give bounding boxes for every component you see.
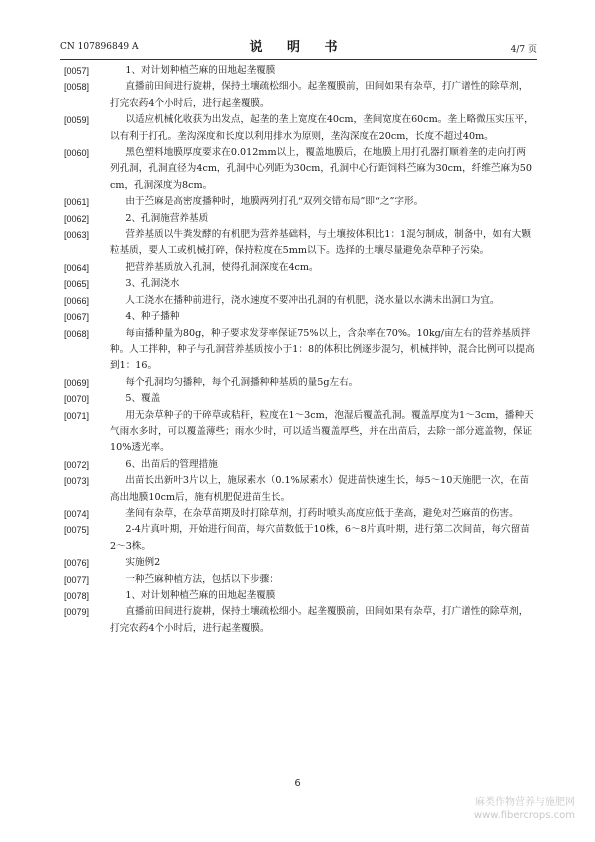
paragraph-number: [0077] bbox=[64, 574, 90, 585]
watermark-site-name: 麻类作物营养与施肥网 bbox=[475, 797, 575, 808]
paragraph-number: [0079] bbox=[64, 607, 90, 618]
paragraph bbox=[64, 260, 535, 276]
paragraph-text: 4、种子播种 bbox=[125, 311, 180, 323]
paragraph bbox=[64, 604, 535, 637]
paragraph-text: 2-4片真叶期，开始进行间苗，每穴苗数低于10株，6～8片真叶期，进行第二次间苗，每穴留苗2～3株。 bbox=[110, 524, 530, 552]
paragraph bbox=[64, 473, 535, 506]
paragraph-number: [0076] bbox=[64, 558, 90, 569]
paragraph-number: [0061] bbox=[64, 197, 90, 208]
paragraph bbox=[64, 506, 535, 522]
paragraph bbox=[64, 408, 535, 457]
paragraph bbox=[64, 211, 535, 227]
paragraph-text: 2、孔洞施营养基质 bbox=[125, 212, 209, 224]
paragraph bbox=[64, 572, 535, 588]
document-body bbox=[64, 63, 535, 637]
page-number: 6 bbox=[294, 778, 301, 789]
paragraph bbox=[64, 293, 535, 309]
watermark-url: www.fibercrops.com bbox=[473, 810, 575, 821]
paragraph bbox=[64, 588, 535, 604]
paragraph-text: 直播前田间进行旋耕，保持土壤疏松细小。起垄覆膜前，田间如果有杂草，打广谱性的除草剂，打完农药4个小时后，进行起垄覆膜。 bbox=[110, 606, 529, 634]
paragraph-text: 把营养基质放入孔洞，使得孔洞深度在4cm。 bbox=[125, 261, 319, 273]
paragraph-number: [0067] bbox=[64, 312, 90, 323]
patent-number: CN 107896849 A bbox=[60, 42, 139, 52]
paragraph-text: 直播前田间进行旋耕，保持土壤疏松细小。起垄覆膜前，田间如果有杂草，打广谱性的除草剂，打完农药4个小时后，进行起垄覆膜。 bbox=[110, 81, 529, 109]
paragraph-number: [0066] bbox=[64, 295, 90, 306]
paragraph-text: 3、孔洞浇水 bbox=[125, 278, 180, 290]
paragraph-text: 每个孔洞均匀播种，每个孔洞播种种基质的量5g左右。 bbox=[125, 376, 359, 388]
paragraph-text: 6、出苗后的管理措施 bbox=[125, 458, 218, 470]
paragraph bbox=[64, 63, 535, 79]
paragraph bbox=[64, 555, 535, 571]
paragraph bbox=[64, 326, 535, 375]
paragraph-number: [0073] bbox=[64, 476, 90, 487]
paragraph-text: 实施例2 bbox=[125, 557, 161, 569]
paragraph-text: 出苗长出新叶3片以上，施尿素水（0.1%尿素水）促进苗快速生长，每5～10天施肥一次，在苗高出地膜10cm后，施有机肥促进苗生长。 bbox=[110, 475, 530, 503]
paragraph-text: 5、覆盖 bbox=[125, 393, 161, 405]
paragraph-number: [0060] bbox=[64, 148, 90, 159]
paragraph bbox=[64, 375, 535, 391]
page-fraction: 4/7 页 bbox=[510, 45, 537, 55]
paragraph bbox=[64, 227, 535, 260]
paragraph-text: 1、对计划种植苎麻的田地起垄覆膜 bbox=[125, 65, 276, 76]
paragraph bbox=[64, 112, 535, 145]
paragraph-number: [0070] bbox=[64, 394, 90, 405]
paragraph-text: 以适应机械化收获为出发点，起垄的垄上宽度在40cm，垄间宽度在60cm。垄上略微压实压平，以有利于打孔。垄沟深度和长度以利用排水为原则，垄沟深度在20cm，长度不超过40m。 bbox=[110, 114, 534, 142]
paragraph-number: [0074] bbox=[64, 508, 90, 519]
paragraph-number: [0063] bbox=[64, 230, 90, 241]
paragraph-text: 垄间有杂草，在杂草苗期及时打除草剂，打药时喷头高度应低于垄高，避免对苎麻苗的伤害。 bbox=[125, 507, 519, 519]
paragraph-number: [0065] bbox=[64, 279, 90, 290]
paragraph-number: [0057] bbox=[64, 66, 90, 76]
paragraph-number: [0062] bbox=[64, 213, 90, 224]
paragraph-text: 由于苎麻是高密度播种时，地膜两列打孔“双列交错布局”即“之”字形。 bbox=[125, 196, 424, 208]
paragraph-number: [0075] bbox=[64, 525, 90, 536]
paragraph bbox=[64, 145, 535, 194]
paragraph-text: 每亩播种量为80g，种子要求发芽率保证75%以上，含杂率在70%。10kg/亩左右的营养基质拌种。人工拌种，种子与孔洞营养基质按小于1：8的体积比例逐步混匀，机械拌钟，混合比例可以提高到1：16。 bbox=[110, 327, 535, 372]
paragraph-number: [0071] bbox=[64, 410, 90, 421]
paragraph-text: 营养基质以牛粪发酵的有机肥为营养基础料，与土壤按体积比1：1混匀制成，制备中，如有大颗粒基质，要人工或机械打碎，保持粒度在5mm以下。选择的土壤尽量避免杂草种子污染。 bbox=[110, 229, 531, 257]
paragraph-text: 一种苎麻种植方法，包括以下步骤： bbox=[125, 573, 279, 585]
paragraph bbox=[64, 522, 535, 555]
paragraph bbox=[64, 391, 535, 407]
paragraph-number: [0064] bbox=[64, 262, 90, 273]
paragraph bbox=[64, 309, 535, 325]
page-header bbox=[60, 36, 537, 56]
paragraph bbox=[64, 79, 535, 112]
paragraph bbox=[64, 276, 535, 292]
paragraph-text: 黑色塑料地膜厚度要求在0.012mm以上，覆盖地膜后，在地膜上用打孔器打顺着垄的走向打两列孔洞，孔洞直径为4cm，孔洞中心列距为30cm，孔洞中心行距饲料苎麻为30cm，纤维苎麻为50cm，孔洞深度为8cm。 bbox=[110, 147, 532, 191]
paragraph-number: [0069] bbox=[64, 377, 90, 388]
watermark bbox=[474, 796, 575, 822]
paragraph-number: [0072] bbox=[64, 459, 90, 470]
paragraph-number: [0078] bbox=[64, 591, 90, 601]
paragraph bbox=[64, 457, 535, 473]
paragraph-text: 1、对计划种植苎麻的田地起垄覆膜 bbox=[125, 590, 276, 601]
paragraph-number: [0059] bbox=[64, 115, 90, 126]
paragraph-number: [0068] bbox=[64, 328, 90, 339]
header-divider bbox=[60, 59, 537, 60]
paragraph-text: 人工浇水在播种前进行，浇水速度不要冲出孔洞的有机肥，浇水量以水满未出洞口为宜。 bbox=[125, 294, 500, 306]
paragraph-text: 用无杂草种子的干碎草或秸秆，粒度在1～3cm，泡湿后覆盖孔洞。覆盖厚度为1～3cm，播种天气雨水多时，可以覆盖薄些；雨水少时，可以适当覆盖厚些，并在出苗后，去除一部分遮盖物，保证10%透光率。 bbox=[110, 409, 534, 454]
document-title: 说 明 书 bbox=[249, 40, 348, 55]
paragraph bbox=[64, 194, 535, 210]
paragraph-number: [0058] bbox=[64, 82, 90, 93]
